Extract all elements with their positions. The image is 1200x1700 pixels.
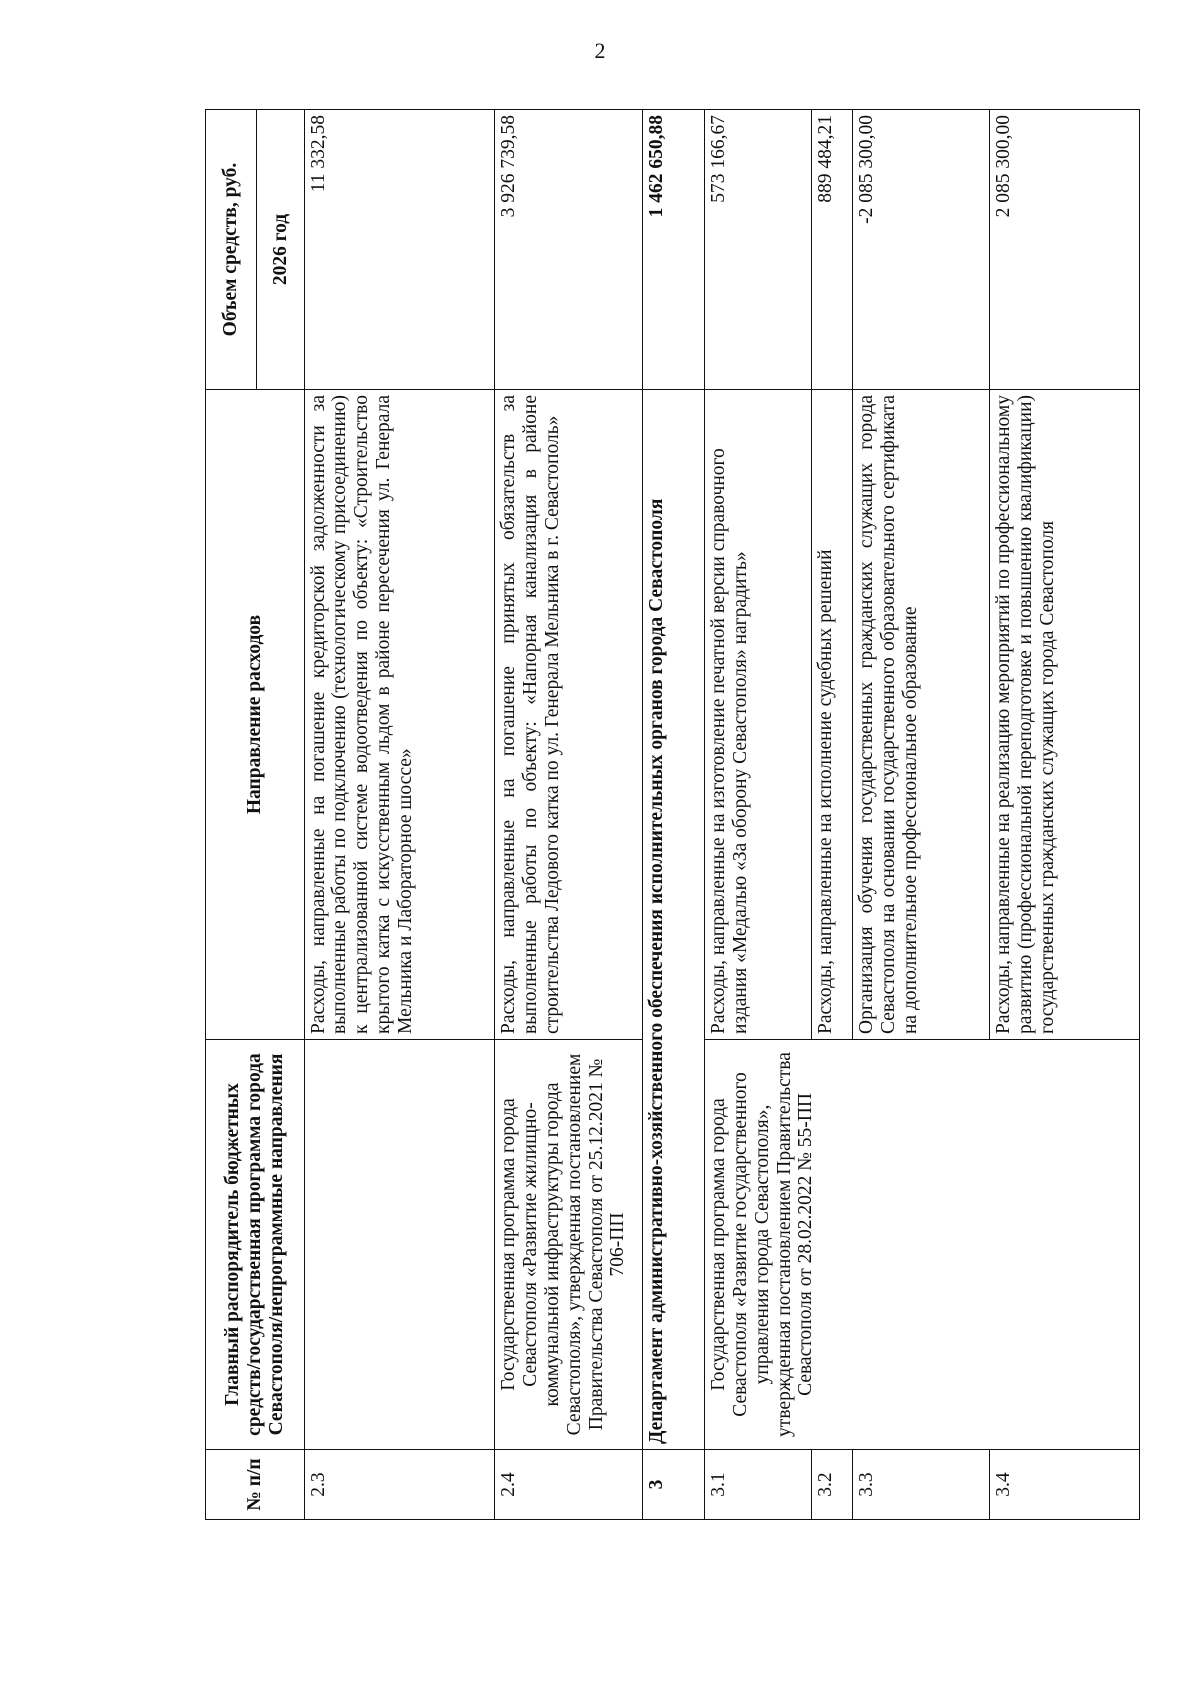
header-volume: Объем средств, руб. bbox=[206, 110, 257, 390]
row-number: 3.4 bbox=[990, 1450, 1140, 1520]
row-direction: Расходы, направленные на изготовление печатной версии справочного издания «Медалью «За оборону Севастополя» наградить» bbox=[705, 390, 812, 1040]
budget-table bbox=[205, 109, 1140, 1520]
row-direction: Расходы, направленные на реализацию мероприятий по профессиональному развитию (профессиональной переподготовке и повышению квалификации) государственных гражданских служащих города Севастополя bbox=[990, 390, 1140, 1040]
row-number: 2.3 bbox=[304, 1450, 495, 1520]
header-manager: Главный распорядитель бюджетных средств/государственная программа города Севастополя/непрограммные направления bbox=[206, 1040, 305, 1450]
row-amount: -2 085 300,00 bbox=[852, 110, 989, 390]
row-number: 3.2 bbox=[812, 1450, 853, 1520]
row-amount: 889 484,21 bbox=[812, 110, 853, 390]
budget-table-rotated bbox=[205, 110, 1140, 1520]
row-direction: Расходы, направленные на погашение принятых обязательств за выполненные работы по объекту: «Напорная канализация в районе строительства Ледового катка по ул. Генерала Мельника в г. Севастополь» bbox=[495, 390, 643, 1040]
header-direction: Направление расходов bbox=[206, 390, 305, 1040]
header-num: № п/п bbox=[206, 1450, 305, 1520]
row-direction: Организация обучения государственных гражданских служащих города Севастополя на основании государственного образовательного сертификата на дополнительное профессиональное образование bbox=[852, 390, 989, 1040]
row-amount: 3 926 739,58 bbox=[495, 110, 643, 390]
row-number: 2.4 bbox=[495, 1450, 643, 1520]
row-direction: Расходы, направленные на погашение кредиторской задолженности за выполненные работы по подключению (технологическому присоединению) к централизованной системе водоотведения по объекту: «Строительство крытого катка с искусственным льдом в районе пересечения ул. Генерала Мельника и Лабораторное шоссе» bbox=[304, 390, 495, 1040]
row-direction: Расходы, направленные на исполнение судебных решений bbox=[812, 390, 853, 1040]
section-title: Департамент административно-хозяйственного обеспечения исполнительных органов города Севастополя bbox=[642, 390, 704, 1450]
table-row bbox=[304, 110, 495, 1520]
row-amount: 1 462 650,88 bbox=[642, 110, 704, 390]
header-row bbox=[206, 110, 257, 1520]
row-number: 3.3 bbox=[852, 1450, 989, 1520]
row-program: Государственная программа города Севастополя «Развитие государственного управления города Севастополя», утвержденная постановлением Правительства Севастополя от 28.02.2022 № 55-ПП bbox=[705, 1040, 1140, 1450]
header-year: 2026 год bbox=[257, 110, 304, 390]
table-row bbox=[705, 110, 812, 1520]
table-row-section bbox=[642, 110, 704, 1520]
row-number: 3 bbox=[642, 1450, 704, 1520]
row-amount: 2 085 300,00 bbox=[990, 110, 1140, 390]
row-number: 3.1 bbox=[705, 1450, 812, 1520]
table-row bbox=[495, 110, 643, 1520]
row-amount: 573 166,67 bbox=[705, 110, 812, 390]
row-program-empty bbox=[304, 1040, 495, 1450]
row-program: Государственная программа города Севастополя «Развитие жилищно-коммунальной инфраструктуры города Севастополя», утвержденная постановлением Правительства Севастополя от 25.12.2021 № 706-ПП bbox=[495, 1040, 643, 1450]
row-amount: 11 332,58 bbox=[304, 110, 495, 390]
page-number: 2 bbox=[594, 38, 606, 63]
